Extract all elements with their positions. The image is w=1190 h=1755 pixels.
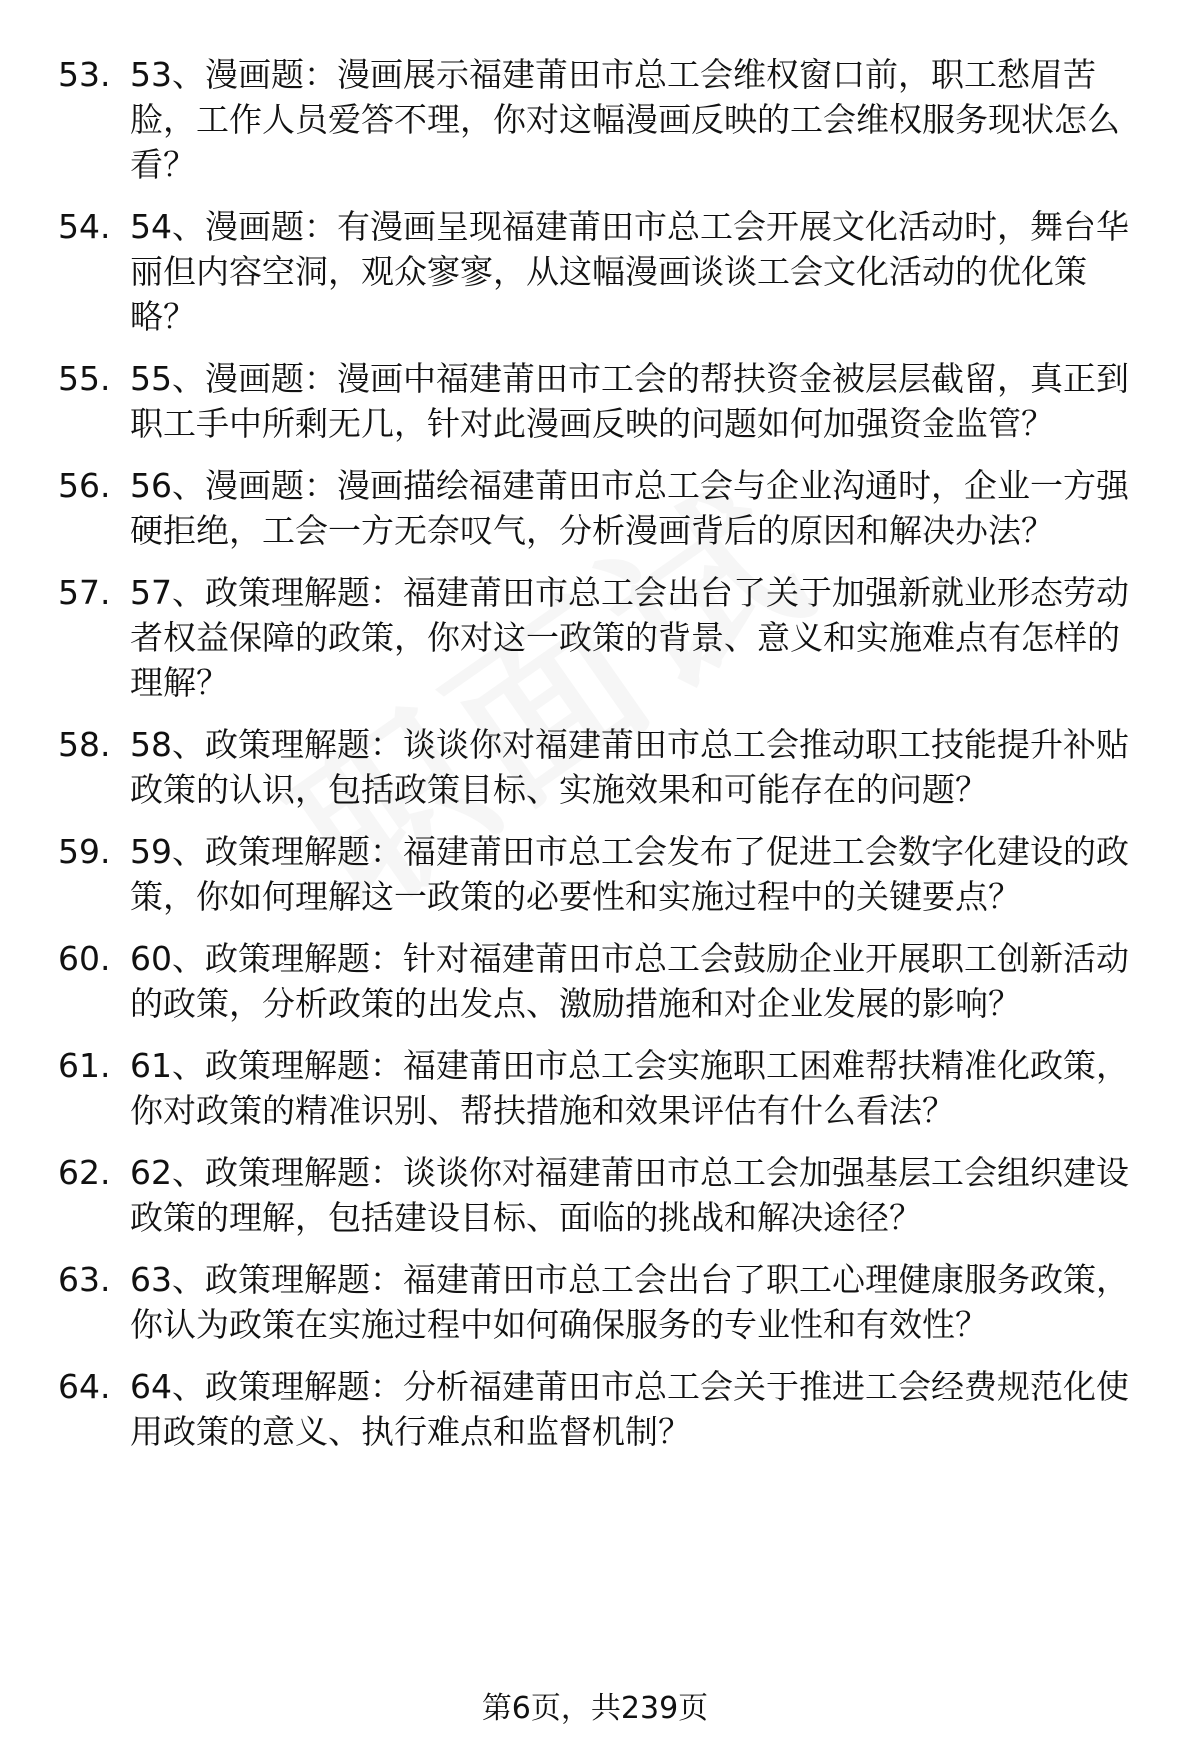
question-text: 61、政策理解题：福建莆田市总工会实施职工困难帮扶精准化政策，你对政策的精准识别、帮扶措施和效果评估有什么看法？ (130, 1046, 1129, 1130)
question-number: 61. (58, 1046, 111, 1085)
question-text: 58、政策理解题：谈谈你对福建莆田市总工会推动职工技能提升补贴政策的认识，包括政策目标、实施效果和可能存在的问题？ (130, 725, 1129, 809)
question-number: 63. (58, 1260, 111, 1299)
question-item (58, 1257, 1158, 1347)
question-text: 64、政策理解题：分析福建莆田市总工会关于推进工会经费规范化使用政策的意义、执行难点和监督机制？ (130, 1367, 1129, 1451)
question-item (58, 204, 1158, 339)
question-number: 58. (58, 725, 111, 764)
question-number: 57. (58, 573, 111, 612)
question-number: 53. (58, 55, 111, 94)
question-number: 56. (58, 466, 111, 505)
question-item (58, 829, 1158, 919)
question-item (58, 463, 1158, 553)
question-number: 54. (58, 207, 111, 246)
question-item (58, 570, 1158, 705)
question-item (58, 722, 1158, 812)
page-footer: 第6页，共239页 (481, 1691, 709, 1726)
question-text: 53、漫画题：漫画展示福建莆田市总工会维权窗口前，职工愁眉苦脸，工作人员爱答不理，你对这幅漫画反映的工会维权服务现状怎么看？ (130, 55, 1120, 184)
question-number: 59. (58, 832, 111, 871)
question-item (58, 1043, 1158, 1133)
question-number: 55. (58, 359, 111, 398)
question-number: 60. (58, 939, 111, 978)
question-list (58, 52, 1158, 1471)
question-text: 62、政策理解题：谈谈你对福建莆田市总工会加强基层工会组织建设政策的理解，包括建设目标、面临的挑战和解决途径？ (130, 1153, 1129, 1237)
question-item (58, 52, 1158, 187)
question-text: 60、政策理解题：针对福建莆田市总工会鼓励企业开展职工创新活动的政策，分析政策的出发点、激励措施和对企业发展的影响？ (130, 939, 1129, 1023)
question-item (58, 936, 1158, 1026)
question-text: 59、政策理解题：福建莆田市总工会发布了促进工会数字化建设的政策，你如何理解这一政策的必要性和实施过程中的关键要点？ (130, 832, 1129, 916)
question-text: 54、漫画题：有漫画呈现福建莆田市总工会开展文化活动时，舞台华丽但内容空洞，观众寥寥，从这幅漫画谈谈工会文化活动的优化策略？ (130, 207, 1129, 336)
question-text: 55、漫画题：漫画中福建莆田市工会的帮扶资金被层层截留，真正到职工手中所剩无几，针对此漫画反映的问题如何加强资金监管？ (130, 359, 1129, 443)
question-number: 62. (58, 1153, 111, 1192)
question-item (58, 1150, 1158, 1240)
question-text: 56、漫画题：漫画描绘福建莆田市总工会与企业沟通时，企业一方强硬拒绝，工会一方无奈叹气，分析漫画背后的原因和解决办法？ (130, 466, 1129, 550)
question-text: 63、政策理解题：福建莆田市总工会出台了职工心理健康服务政策，你认为政策在实施过程中如何确保服务的专业性和有效性？ (130, 1260, 1129, 1344)
question-item (58, 1364, 1158, 1454)
question-number: 64. (58, 1367, 111, 1406)
question-text: 57、政策理解题：福建莆田市总工会出台了关于加强新就业形态劳动者权益保障的政策，你对这一政策的背景、意义和实施难点有怎样的理解？ (130, 573, 1129, 702)
question-item (58, 356, 1158, 446)
